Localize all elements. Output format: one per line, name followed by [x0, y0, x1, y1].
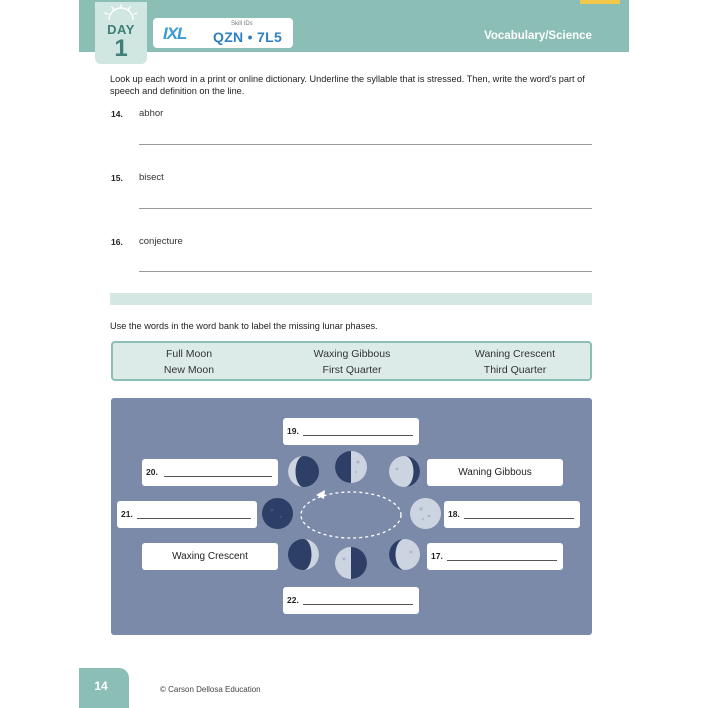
moon-right-icon [409, 497, 442, 530]
label-number: 21. [121, 509, 133, 519]
sun-rays-icon [103, 4, 139, 20]
ixl-logo: IXL [163, 24, 187, 43]
answer-line[interactable] [139, 144, 592, 145]
label-number: 17. [431, 551, 443, 561]
day-label: DAY [107, 22, 135, 37]
day-tab [95, 2, 147, 64]
accent-tab [580, 0, 620, 4]
label-waxing-crescent [142, 543, 278, 570]
label-waning-gibbous [427, 459, 563, 486]
moon-upper-left-icon [287, 455, 320, 488]
word-bank-item: New Moon [163, 364, 215, 376]
item-number: 15. [111, 173, 123, 183]
answer-blank[interactable] [464, 518, 574, 519]
lunar-instructions: Use the words in the word bank to label the missing lunar phases. [110, 321, 378, 331]
answer-line[interactable] [139, 208, 592, 209]
item-number: 16. [111, 237, 123, 247]
label-20[interactable] [142, 459, 278, 486]
label-21[interactable] [117, 501, 257, 528]
moon-lower-left-icon [287, 538, 320, 571]
label-17[interactable] [427, 543, 563, 570]
moon-phase-panel [111, 398, 592, 635]
moon-left-icon [261, 497, 294, 530]
label-number: 19. [287, 426, 299, 436]
skill-ids-label: Skill IDs [231, 21, 253, 27]
word-bank-item: Third Quarter [483, 364, 547, 376]
phase-label: Waning Gibbous [458, 467, 532, 478]
answer-line[interactable] [139, 271, 592, 272]
page-number: 14 [94, 679, 108, 693]
day-number: 1 [114, 35, 128, 62]
label-number: 20. [146, 467, 158, 477]
ixl-skill-box [153, 18, 293, 48]
copyright: © Carson Dellosa Education [160, 685, 261, 694]
section-title: Vocabulary/Science [484, 30, 592, 42]
vocab-instructions: Look up each word in a print or online dictionary. Underline the syllable that is stressed. Then, write the word's part of speech and definition on the line. [110, 74, 585, 96]
answer-blank[interactable] [447, 560, 557, 561]
vocab-word: bisect [139, 172, 164, 183]
item-number: 14. [111, 109, 123, 119]
moon-bottom-icon [334, 546, 368, 580]
label-number: 18. [448, 509, 460, 519]
label-18[interactable] [444, 501, 580, 528]
moon-top-icon [334, 450, 368, 484]
orbit-arrow-icon [316, 490, 325, 499]
label-22[interactable] [283, 587, 419, 614]
word-bank-item: Full Moon [165, 348, 213, 360]
word-bank [111, 341, 592, 381]
vocab-word: conjecture [139, 236, 183, 247]
answer-blank[interactable] [137, 518, 251, 519]
word-bank-item: Waning Crescent [474, 348, 556, 360]
phase-label: Waxing Crescent [172, 551, 248, 562]
moon-lower-right-icon [388, 538, 421, 571]
skill-ids: QZN • 7L5 [213, 29, 283, 45]
answer-blank[interactable] [303, 604, 413, 605]
answer-blank[interactable] [303, 435, 413, 436]
answer-blank[interactable] [164, 476, 272, 477]
label-number: 22. [287, 595, 299, 605]
label-19[interactable] [283, 418, 419, 445]
word-bank-item: First Quarter [322, 364, 382, 376]
moon-upper-right-icon [388, 455, 421, 488]
word-bank-item: Waxing Gibbous [313, 348, 391, 360]
vocab-word: abhor [139, 108, 164, 119]
section-divider [110, 293, 592, 305]
